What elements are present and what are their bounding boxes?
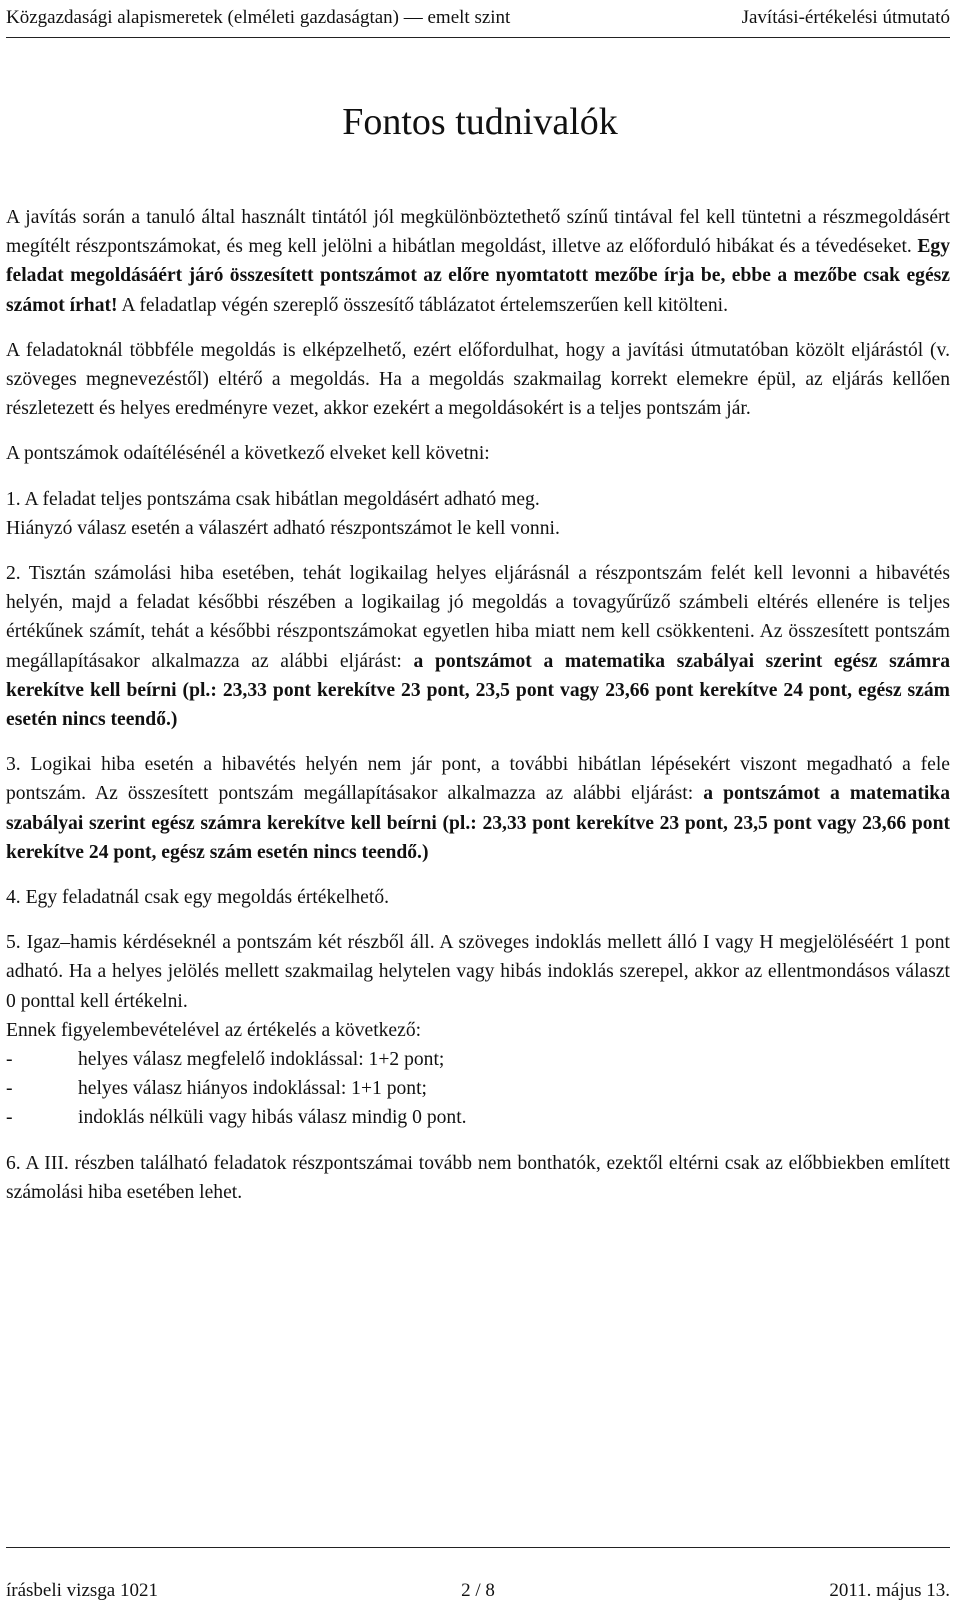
- rule-2-bold: a pontszámot a matematika szabályai szerint egész számra kerekítve kell beírni (pl.: 23,33 pont kerekítve 23 pont, 23,5 pont vagy 23,66 pont kerekítve 24 pont, egész szám esetén nincs teendő.): [6, 650, 950, 731]
- footer-exam-code: írásbeli vizsga 1021: [6, 1580, 158, 1601]
- rule-3-bold: a pontszámot a matematika szabályai szerint egész számra kerekítve kell beírni (pl.: 23,33 pont kerekítve 23 pont, 23,5 pont vagy 23,66 pont kerekítve 24 pont, egész szám esetén nincs teendő.): [6, 783, 950, 863]
- rule-5: 5. Igaz–hamis kérdéseknél a pontszám két részből áll. A szöveges indoklás mellett álló I vagy H megjelöléséért 1 pont adható. Ha a helyes jelölés mellett szakmailag helytelen vagy hibás indoklás szerepel, akkor az ellentmondásos választ 0 ponttal kell értékelni.: [6, 932, 950, 1012]
- rule-2-text: 2. Tisztán számolási hiba esetében, tehát logikailag helyes eljárásnál a részpontszám felét kell levonni a hibavétés helyén, majd a feladat későbbi részében a logikailag jó megoldás a tovagyűrűző számbeli eltérés ellenére is teljes értékűnek számít, tehát a későbbi részpontszámokat egyetlen hiba miatt nem kell csökkenteni. Az összesített pontszám megállapításakor alkalmazza az alábbi eljárást:: [6, 563, 950, 672]
- header-divider: [6, 37, 950, 38]
- principles-intro: A pontszámok odaítélésénél a következő elveket kell követni:: [6, 443, 490, 465]
- intro-bold-rule: Egy feladat megoldásáért járó összesített pontszámot az előre nyomtatott mezőbe írja be, ebbe a mezőbe csak egész számot írhat!: [6, 236, 950, 316]
- alternative-solutions-paragraph: A feladatoknál többféle megoldás is elképzelhető, ezért előfordulhat, hogy a javítási útmutatóban közölt eljárástól (v. szöveges megnevezéstől) eltérő a megoldás. Ha a megoldás szakmailag korrekt elemekre épül, az eljárás kellően részletezett és helyes eredményre vezet, akkor ezekért a megoldásokért is a teljes pontszám jár.: [6, 339, 950, 420]
- intro-paragraph: [6, 203, 950, 320]
- list-item-text: helyes válasz megfelelő indoklással: 1+2 pont;: [78, 1049, 445, 1071]
- page-footer: [6, 1580, 950, 1610]
- intro-text-2: A feladatlap végén szereplő összesítő táblázatot értelemszerűen kell kitölteni.: [117, 294, 728, 316]
- rule-5-intro: Ennek figyelembevételével az értékelés a következő:: [6, 1019, 422, 1041]
- header-document-type: Javítási-értékelési útmutató: [741, 7, 950, 28]
- footer-page-number: 2 / 8: [461, 1580, 495, 1601]
- page-title: Fontos tudnivalók: [342, 101, 618, 143]
- list-item-text: indoklás nélküli vagy hibás válasz mindig 0 pont.: [78, 1107, 467, 1129]
- list-dash: -: [6, 1078, 13, 1100]
- footer-divider: [6, 1547, 950, 1548]
- page-header: [6, 2, 950, 34]
- document-body: [6, 203, 950, 1207]
- rule-2: [6, 559, 950, 734]
- list-item: [6, 1103, 950, 1132]
- rule-1-line-1: 1. A feladat teljes pontszáma csak hibátlan megoldásért adható meg.: [6, 488, 540, 510]
- list-item-text: helyes válasz hiányos indoklással: 1+1 pont;: [78, 1078, 427, 1100]
- rule-3-text: 3. Logikai hiba esetén a hibavétés helyén nem jár pont, a további hibátlan lépésekért viszont megadható a fele pontszám. Az összesített pontszám megállapításakor alkalmazza az alábbi eljárást:: [6, 754, 950, 805]
- rule-6: 6. A III. részben található feladatok részpontszámai tovább nem bonthatók, ezektől eltérni csak az előbbiekben említett számolási hiba esetében lehet.: [6, 1152, 950, 1203]
- rule-1-line-2: Hiányzó válasz esetén a válaszért adható részpontszámot le kell vonni.: [6, 517, 560, 539]
- header-subject: Közgazdasági alapismeretek (elméleti gazdaságtan) — emelt szint: [6, 7, 511, 28]
- list-item: [6, 1074, 950, 1103]
- list-dash: -: [6, 1107, 13, 1129]
- rule-4: 4. Egy feladatnál csak egy megoldás értékelhető.: [6, 887, 390, 909]
- intro-text-1: A javítás során a tanuló által használt tintától jól megkülönböztethető színű tintával fel kell tüntetni a részmegoldásért megítélt részpontszámokat, és meg kell jelölni a hibátlan megoldást, illetve az előforduló hibákat és a tévedéseket.: [6, 207, 950, 258]
- list-item: [6, 1045, 950, 1074]
- footer-date: 2011. május 13.: [829, 1580, 950, 1601]
- rule-3: [6, 750, 950, 867]
- list-dash: -: [6, 1049, 13, 1071]
